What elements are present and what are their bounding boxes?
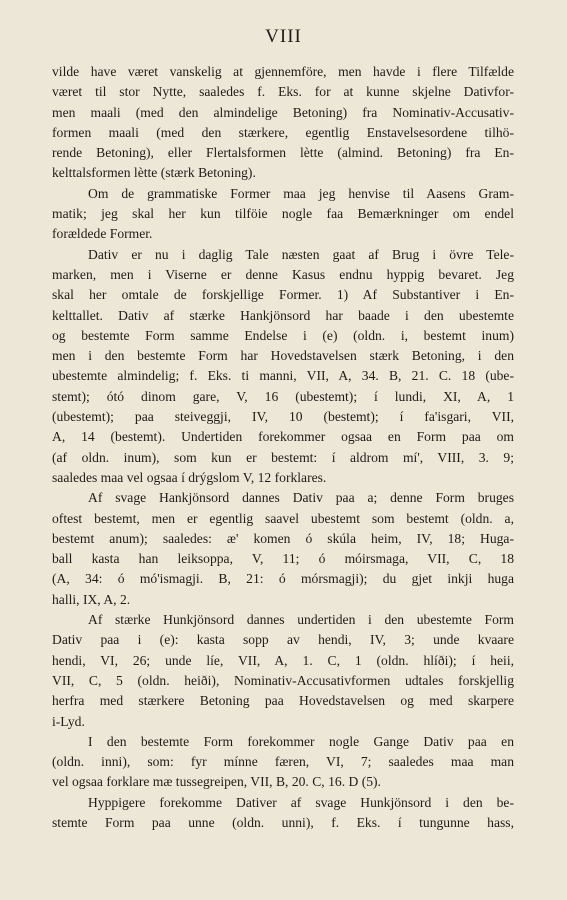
text-line: kelttalsformen lètte (stærk Betoning). <box>52 165 256 181</box>
text-line: forældede Former. <box>52 226 153 242</box>
text-line: (af oldn. inum), som kun er bestemt: í aldrom mí', VIII, 3. 9; <box>52 449 514 465</box>
text-line: oftest bestemt, men er egentlig saavel ubestemt som bestemt (oldn. a, <box>52 510 514 526</box>
text-line: skal her omtale de forskjellige Former. 1) Af Substantiver i En- <box>52 287 514 303</box>
text-line: været til stor Nytte, saaledes f. Eks. for at kunne skjelne Dativfor- <box>52 84 514 100</box>
text-line: Dativ paa i (e): kasta sopp av hendi, IV, 3; unde kvaare <box>52 632 514 648</box>
text-line: ball kasta han leiksoppa, V, 11; ó móirsmaga, VII, C, 18 <box>52 551 514 567</box>
text-line: halli, IX, A, 2. <box>52 591 131 607</box>
text-line: marken, men i Viserne er denne Kasus endnu hyppig bevaret. Jeg <box>52 266 514 282</box>
text-line: (ubestemt); paa steiveggji, IV, 10 (bestemt); í fa'isgari, VII, <box>52 409 514 425</box>
text-line: herfra med stærkere Betoning paa Hovedstavelsen og med skarpere <box>52 693 514 709</box>
text-line: kelttallet. Dativ af stærke Hankjönsord har baade i den ubestemte <box>52 307 514 323</box>
text-line: rende Betoning), eller Flertalsformen lètte (almind. Betoning) fra En- <box>52 145 514 161</box>
text-line: stemt); ótó dinom gare, V, 16 (ubestemt); í lundi, XI, A, 1 <box>52 388 514 404</box>
text-line: Hyppigere forekomme Dativer af svage Hunkjönsord i den be- <box>88 794 514 810</box>
text-line: Dativ er nu i daglig Tale næsten gaat af Brug i övre Tele- <box>88 246 514 262</box>
text-line: hendi, VI, 26; unde líe, VII, A, 1. C, 1 (oldn. hlíði); í heii, <box>52 652 514 668</box>
text-line: bestemt anum); saaledes: æ' komen ó skúla heim, IV, 18; Huga- <box>52 530 514 546</box>
text-line: (A, 34: ó mó'ismagji. B, 21: ó mórsmagji); du gjet inkji huga <box>52 571 514 587</box>
text-line: matik; jeg skal her kun tilföie nogle faa Bemærkninger om endel <box>52 206 514 222</box>
text-line: og bestemte Form samme Endelse i (e) (oldn. i, bestemt inum) <box>52 327 514 343</box>
text-line: men i den bestemte Form har Hovedstavelsen stærk Betoning, i den <box>52 348 514 364</box>
text-line: vilde have været vanskelig at gjennemföre, men havde i flere Tilfælde <box>52 64 514 79</box>
text-line: Om de grammatiske Former maa jeg henvise til Aasens Gram- <box>88 185 514 201</box>
text-line: formen maali (med den stærkere, egentlig Enstavelsesordene tilhö- <box>52 124 514 140</box>
text-line: Af stærke Hunkjönsord dannes undertiden i den ubestemte Form <box>88 612 514 628</box>
body-text <box>52 62 514 833</box>
text-line: A, 14 (bestemt). Undertiden forekommer ogsaa en Form paa om <box>52 429 514 445</box>
text-line: men maali (med den almindelige Betoning) fra Nominativ-Accusativ- <box>52 104 514 120</box>
text-line: I den bestemte Form forekommer nogle Gange Dativ paa en <box>88 733 514 749</box>
text-line: stemte Form paa unne (oldn. unni), f. Eks. í tungunne hass, <box>52 814 514 830</box>
text-line: ubestemte almindelig; f. Eks. ti manni, VII, A, 34. B, 21. C. 18 (ube- <box>52 368 514 384</box>
text-line: vel ogsaa forklare mæ tussegreipen, VII, B, 20. C, 16. D (5). <box>52 774 381 790</box>
text-line: VII, C, 5 (oldn. heiði), Nominativ-Accusativformen udtales forskjellig <box>52 672 514 688</box>
page-number: VIII <box>265 26 302 47</box>
text-line: saaledes maa vel ogsaa í drýgslom V, 12 forklares. <box>52 469 327 485</box>
text-line: (oldn. inni), som: fyr mínne færen, VI, 7; saaledes maa man <box>52 754 514 770</box>
text-line: i-Lyd. <box>52 713 85 729</box>
text-line: Af svage Hankjönsord dannes Dativ paa a; denne Form bruges <box>88 490 514 506</box>
